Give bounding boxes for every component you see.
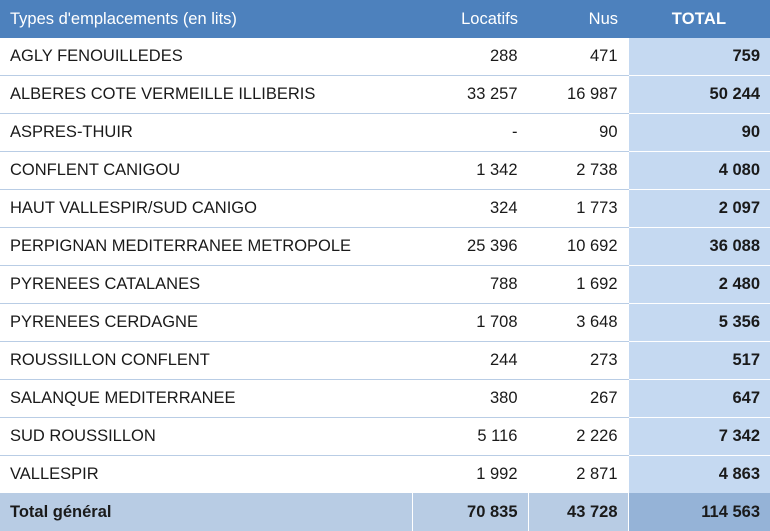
row-label: CONFLENT CANIGOU <box>0 152 412 190</box>
row-label: AGLY FENOUILLEDES <box>0 38 412 76</box>
row-total: 759 <box>628 38 770 76</box>
footer-total: 114 563 <box>628 493 770 531</box>
table-header-row <box>0 0 770 38</box>
row-locatifs: 288 <box>412 38 528 76</box>
column-header-locatifs: Locatifs <box>412 0 528 38</box>
row-total: 4 863 <box>628 456 770 494</box>
row-nus: 267 <box>528 380 628 418</box>
table-row <box>0 76 770 114</box>
table-row <box>0 114 770 152</box>
row-locatifs: 25 396 <box>412 228 528 266</box>
row-locatifs: 324 <box>412 190 528 228</box>
row-total: 90 <box>628 114 770 152</box>
row-label: ASPRES-THUIR <box>0 114 412 152</box>
column-header-types-emplacements: Types d'emplacements (en lits) <box>0 0 412 38</box>
table-header <box>0 0 770 38</box>
table-row <box>0 342 770 380</box>
row-nus: 471 <box>528 38 628 76</box>
table-footer-row <box>0 493 770 531</box>
row-label: PYRENEES CATALANES <box>0 266 412 304</box>
column-header-nus: Nus <box>528 0 628 38</box>
footer-nus: 43 728 <box>528 493 628 531</box>
row-locatifs: 244 <box>412 342 528 380</box>
row-total: 5 356 <box>628 304 770 342</box>
row-nus: 1 692 <box>528 266 628 304</box>
row-nus: 16 987 <box>528 76 628 114</box>
row-label: PYRENEES CERDAGNE <box>0 304 412 342</box>
row-total: 517 <box>628 342 770 380</box>
row-total: 2 097 <box>628 190 770 228</box>
row-label: ALBERES COTE VERMEILLE ILLIBERIS <box>0 76 412 114</box>
row-locatifs: 788 <box>412 266 528 304</box>
row-nus: 2 226 <box>528 418 628 456</box>
row-nus: 2 738 <box>528 152 628 190</box>
row-nus: 90 <box>528 114 628 152</box>
row-locatifs: 380 <box>412 380 528 418</box>
table-row <box>0 152 770 190</box>
row-nus: 1 773 <box>528 190 628 228</box>
column-header-total: TOTAL <box>628 0 770 38</box>
table-row <box>0 380 770 418</box>
row-nus: 273 <box>528 342 628 380</box>
row-label: PERPIGNAN MEDITERRANEE METROPOLE <box>0 228 412 266</box>
row-label: HAUT VALLESPIR/SUD CANIGO <box>0 190 412 228</box>
row-total: 50 244 <box>628 76 770 114</box>
table-row <box>0 456 770 494</box>
table-row <box>0 228 770 266</box>
row-locatifs: 1 708 <box>412 304 528 342</box>
row-locatifs: 33 257 <box>412 76 528 114</box>
table-body <box>0 38 770 493</box>
table-row <box>0 266 770 304</box>
row-label: ROUSSILLON CONFLENT <box>0 342 412 380</box>
row-total: 4 080 <box>628 152 770 190</box>
footer-label: Total général <box>0 493 412 531</box>
row-locatifs: - <box>412 114 528 152</box>
row-locatifs: 1 342 <box>412 152 528 190</box>
footer-locatifs: 70 835 <box>412 493 528 531</box>
row-locatifs: 1 992 <box>412 456 528 494</box>
row-nus: 2 871 <box>528 456 628 494</box>
table-row <box>0 304 770 342</box>
row-nus: 10 692 <box>528 228 628 266</box>
row-total: 2 480 <box>628 266 770 304</box>
row-locatifs: 5 116 <box>412 418 528 456</box>
row-label: VALLESPIR <box>0 456 412 494</box>
row-label: SALANQUE MEDITERRANEE <box>0 380 412 418</box>
table-row <box>0 38 770 76</box>
row-label: SUD ROUSSILLON <box>0 418 412 456</box>
table-row <box>0 418 770 456</box>
row-total: 36 088 <box>628 228 770 266</box>
row-total: 7 342 <box>628 418 770 456</box>
row-nus: 3 648 <box>528 304 628 342</box>
table-footer <box>0 493 770 531</box>
table-row <box>0 190 770 228</box>
row-total: 647 <box>628 380 770 418</box>
